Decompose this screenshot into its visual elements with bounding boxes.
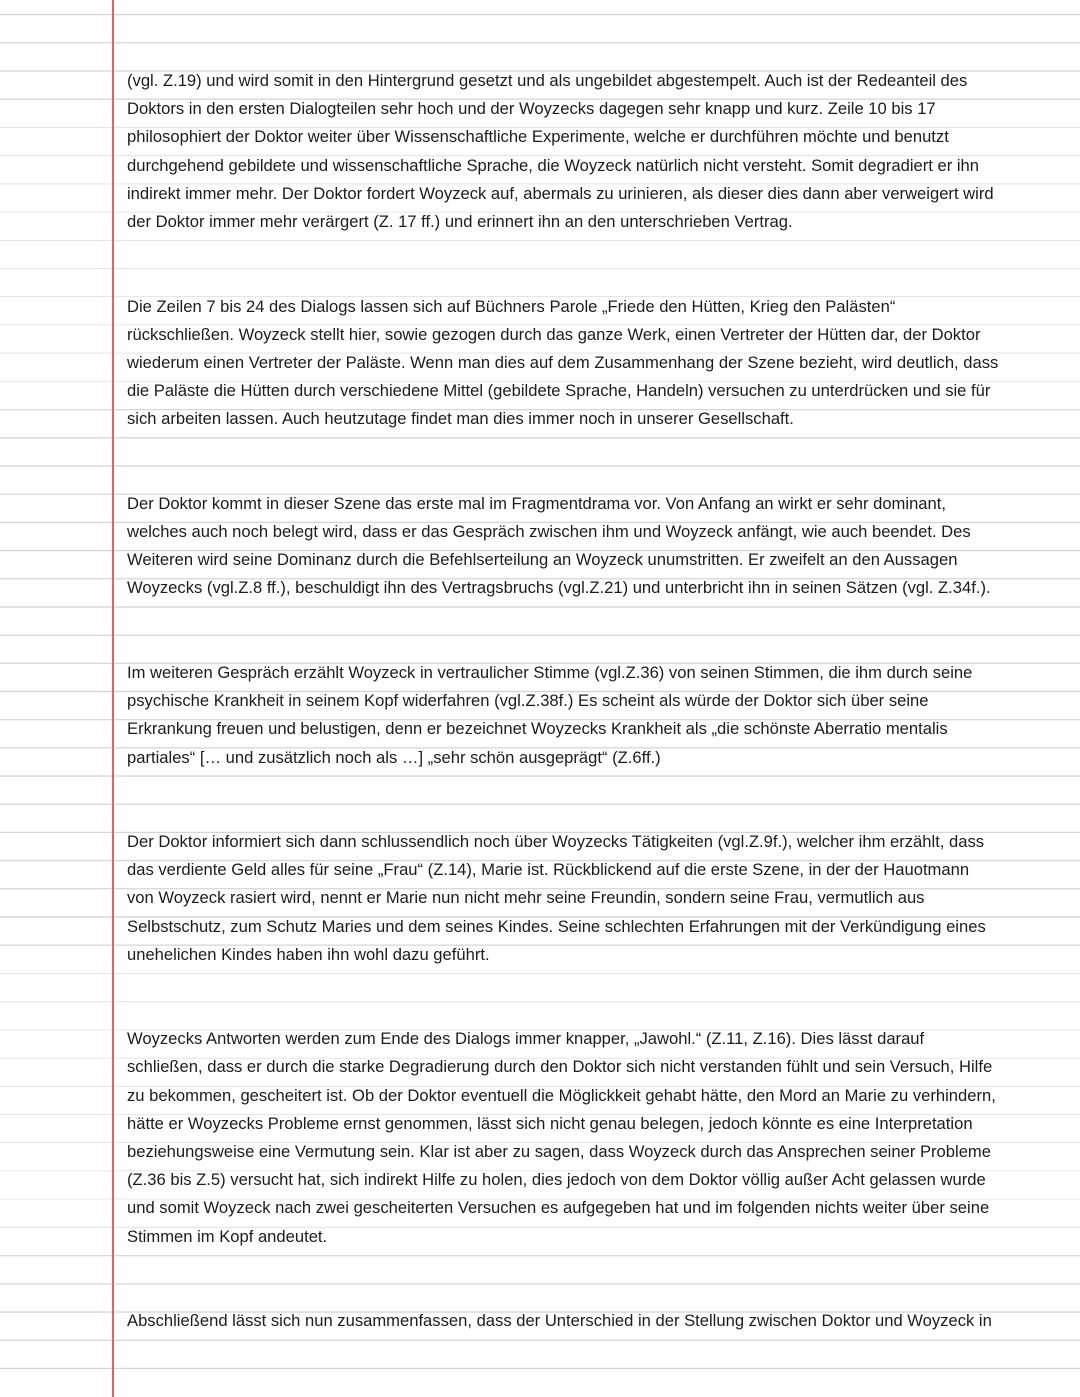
text-line: wiederum einen Vertreter der Paläste. Wenn man dies auf dem Zusammenhang der Szene bezieht, wird deutlich, dass xyxy=(127,353,999,372)
margin-line xyxy=(112,0,114,1397)
text-line: unehelichen Kindes haben ihn wohl dazu geführt. xyxy=(127,945,490,964)
text-line: Selbstschutz, zum Schutz Maries und dem seines Kindes. Seine schlechten Erfahrungen mit der Verkündigung eines xyxy=(127,917,986,936)
text-line: das verdiente Geld alles für seine „Frau“ (Z.14), Marie ist. Rückblickend auf die erste Szene, in der der Hauotmann xyxy=(127,860,970,879)
text-line: die Paläste die Hütten durch verschiedene Mittel (gebildete Sprache, Handeln) versuchen zu unterdrücken und sie für xyxy=(127,381,991,400)
text-line: hätte er Woyzecks Probleme ernst genommen, lässt sich nicht genau belegen, jedoch könnte es eine Interpretation xyxy=(127,1114,973,1133)
text-line: indirekt immer mehr. Der Doktor fordert Woyzeck auf, abermals zu urinieren, als dieser dies dann aber verweigert wird xyxy=(127,184,994,203)
text-line: Stimmen im Kopf andeutet. xyxy=(127,1227,328,1246)
text-line: beziehungsweise eine Vermutung sein. Klar ist aber zu sagen, dass Woyzeck durch das Ansprechen seiner Probleme xyxy=(127,1142,991,1161)
text-line: Im weiteren Gespräch erzählt Woyzeck in vertraulicher Stimme (vgl.Z.36) von seinen Stimmen, die ihm durch seine xyxy=(127,663,973,682)
text-line: partiales“ [… und zusätzlich noch als …] „sehr schön ausgeprägt“ (Z.6ff.) xyxy=(127,748,661,767)
text-line: durchgehend gebildete und wissenschaftliche Sprache, die Woyzeck natürlich nicht versteht. Somit degradiert er ihn xyxy=(127,156,979,175)
text-line: Weiteren wird seine Dominanz durch die Befehlserteilung an Woyzeck unumstritten. Er zweifelt an den Aussagen xyxy=(127,550,958,569)
text-line: Erkrankung freuen und belustigen, denn er bezeichnet Woyzecks Krankheit als „die schönste Aberratio mentalis xyxy=(127,719,948,738)
text-line: Der Doktor kommt in dieser Szene das erste mal im Fragmentdrama vor. Von Anfang an wirkt er sehr dominant, xyxy=(127,494,946,513)
text-line: zu bekommen, gescheitert ist. Ob der Doktor eventuell die Möglickkeit gehabt hätte, den Mord an Marie zu verhindern, xyxy=(127,1086,996,1105)
text-line: Der Doktor informiert sich dann schlussendlich noch über Woyzecks Tätigkeiten (vgl.Z.9f.), welcher ihm erzählt, dass xyxy=(127,832,985,851)
text-line: der Doktor immer mehr verärgert (Z. 17 ff.) und erinnert ihn an den unterschrieben Vertrag. xyxy=(127,212,793,231)
text-line: und somit Woyzeck nach zwei gescheiterten Versuchen es aufgegeben hat und im folgenden nichts weiter über seine xyxy=(127,1198,990,1217)
text-line: Die Zeilen 7 bis 24 des Dialogs lassen sich auf Büchners Parole „Friede den Hütten, Krieg den Palästen“ xyxy=(127,297,896,316)
text-line: philosophiert der Doktor weiter über Wissenschaftliche Experimente, welche er durchführen möchte und benutzt xyxy=(127,127,949,146)
text-line: Woyzecks Antworten werden zum Ende des Dialogs immer knapper, „Jawohl.“ (Z.11, Z.16). Dies lässt darauf xyxy=(127,1029,925,1048)
text-line: Woyzecks (vgl.Z.8 ff.), beschuldigt ihn des Vertragsbruchs (vgl.Z.21) und unterbricht ihn in seinen Sätzen (vgl. Z.34f.). xyxy=(127,578,991,597)
text-line: welches auch noch belegt wird, dass er das Gespräch zwischen ihm und Woyzeck anfängt, wie auch beendet. Des xyxy=(127,522,971,541)
text-line: Abschließend lässt sich nun zusammenfassen, dass der Unterschied in der Stellung zwischen Doktor und Woyzeck in xyxy=(127,1311,992,1330)
text-line: von Woyzeck rasiert wird, nennt er Marie nun nicht mehr seine Freundin, sondern seine Frau, vermutlich aus xyxy=(127,888,925,907)
text-line: (vgl. Z.19) und wird somit in den Hintergrund gesetzt und als ungebildet abgestempelt. Auch ist der Redeanteil des xyxy=(127,71,968,90)
text-line: rückschließen. Woyzeck stellt hier, sowie gezogen durch das ganze Werk, einen Vertreter der Hütten dar, der Doktor xyxy=(127,325,981,344)
text-line: sich arbeiten lassen. Auch heutzutage findet man dies immer noch in unserer Gesellschaft. xyxy=(127,409,794,428)
text-line: Doktors in den ersten Dialogteilen sehr hoch und der Woyzecks dagegen sehr knapp und kurz. Zeile 10 bis 17 xyxy=(127,99,936,118)
text-line: (Z.36 bis Z.5) versucht hat, sich indirekt Hilfe zu holen, dies jedoch von dem Doktor völlig außer Acht gelassen wurde xyxy=(127,1170,986,1189)
text-line: psychische Krankheit in seinem Kopf widerfahren (vgl.Z.38f.) Es scheint als würde der Doktor sich über seine xyxy=(127,691,929,710)
text-line: schließen, dass er durch die starke Degradierung durch den Doktor sich nicht verstanden fühlt und sein Versuch, Hilfe xyxy=(127,1057,993,1076)
